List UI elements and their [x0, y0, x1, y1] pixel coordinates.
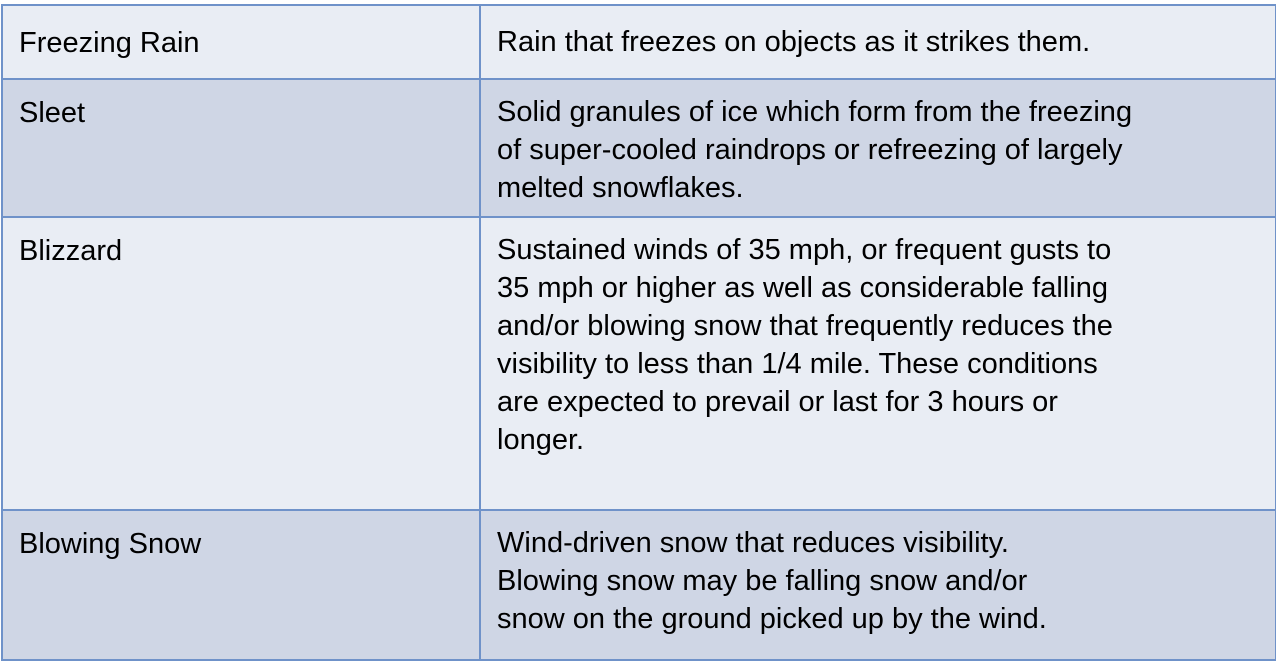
term-cell: [2, 79, 480, 217]
definition-line: 35 mph or higher as well as considerable falling: [497, 272, 1108, 304]
term-blowing-snow: Blowing Snow: [19, 528, 202, 560]
definition-line: Wind-driven snow that reduces visibility.: [497, 527, 1009, 559]
definition-line: melted snowflakes.: [497, 172, 744, 204]
term-cell: [2, 5, 480, 79]
definition-line: are expected to prevail or last for 3 hours or: [497, 386, 1058, 418]
definition-line: Sustained winds of 35 mph, or frequent gusts to: [497, 234, 1112, 266]
definition-cell: [480, 5, 1276, 79]
definition-cell: [480, 79, 1276, 217]
definition-line: longer.: [497, 424, 585, 456]
definition-line: of super-cooled raindrops or refreezing of largely: [497, 134, 1123, 166]
term-blizzard: Blizzard: [19, 235, 123, 267]
definition-line: and/or blowing snow that frequently reduces the: [497, 310, 1113, 342]
definition-line: visibility to less than 1/4 mile. These conditions: [497, 348, 1098, 380]
table-row: [2, 217, 1276, 510]
term-freezing-rain: Freezing Rain: [19, 27, 200, 59]
definition-line: Rain that freezes on objects as it strikes them.: [497, 26, 1091, 58]
table-row: [2, 79, 1276, 217]
term-sleet: Sleet: [19, 97, 86, 129]
definition-line: Blowing snow may be falling snow and/or: [497, 565, 1028, 597]
definition-line: snow on the ground picked up by the wind.: [497, 603, 1047, 635]
definition-cell: [480, 217, 1276, 510]
definition-line: Solid granules of ice which form from the freezing: [497, 96, 1133, 128]
table-row: [2, 5, 1276, 79]
term-cell: [2, 510, 480, 660]
definitions-table: [1, 4, 1276, 661]
definition-cell: [480, 510, 1276, 660]
table-row: [2, 510, 1276, 660]
term-cell: [2, 217, 480, 510]
